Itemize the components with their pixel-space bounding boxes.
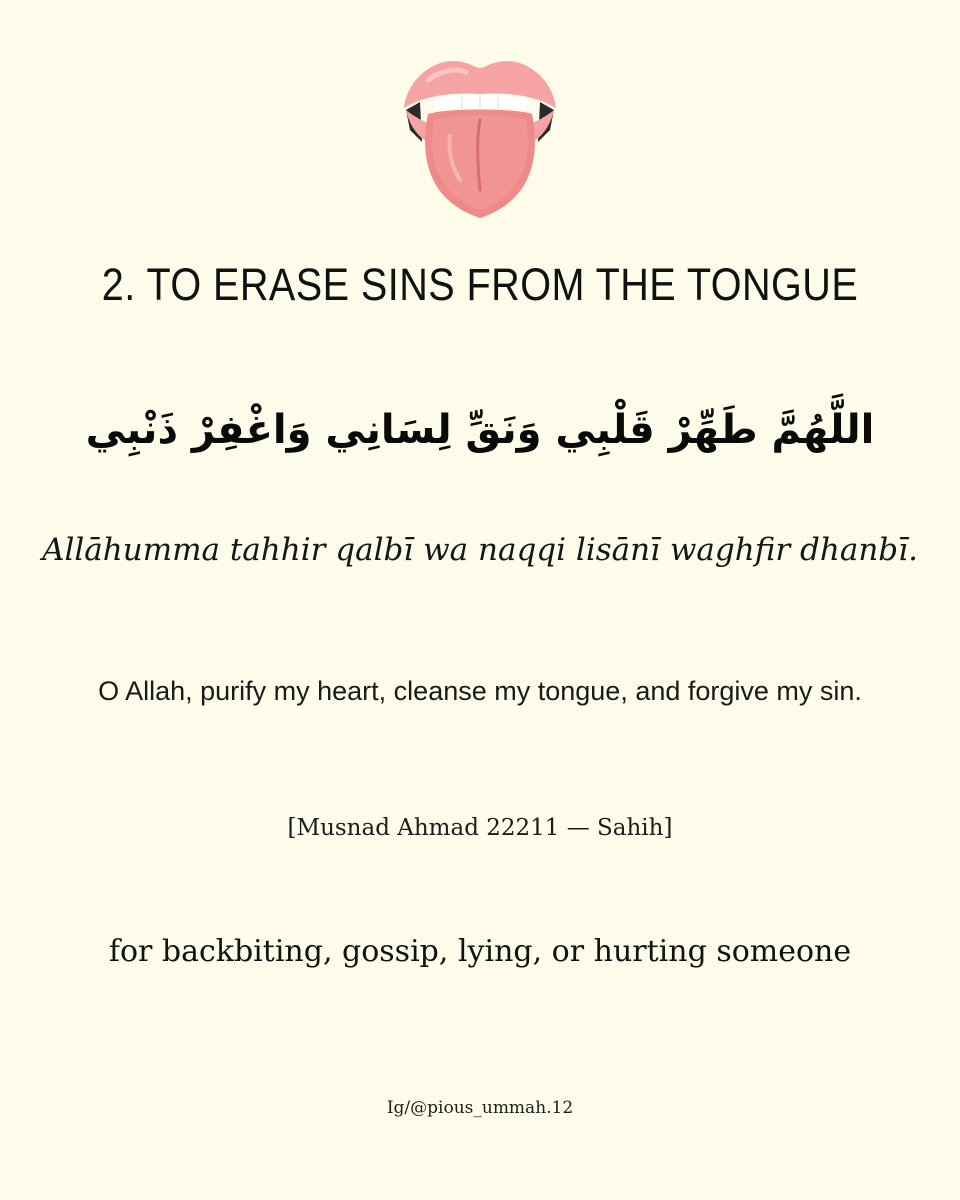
tongue-icon [398, 50, 562, 220]
hadith-reference: [Musnad Ahmad 22211 — Sahih] [287, 815, 673, 841]
instagram-handle: Ig/@pious_ummah.12 [386, 1098, 574, 1118]
arabic-dua: اللَّهُمَّ طَهِّرْ قَلْبِي وَنَقِّ لِسَانِي وَاغْفِرْ ذَنْبِي [85, 407, 875, 453]
english-translation: O Allah, purify my heart, cleanse my tongue, and forgive my sin. [98, 676, 862, 706]
transliteration: Allāhumma tahhir qalbī wa naqqi lisānī waghfir dhanbī. [42, 532, 918, 568]
page-title: 2. TO ERASE SINS FROM THE TONGUE [101, 259, 859, 310]
use-case-note: for backbiting, gossip, lying, or hurting someone [108, 934, 852, 969]
